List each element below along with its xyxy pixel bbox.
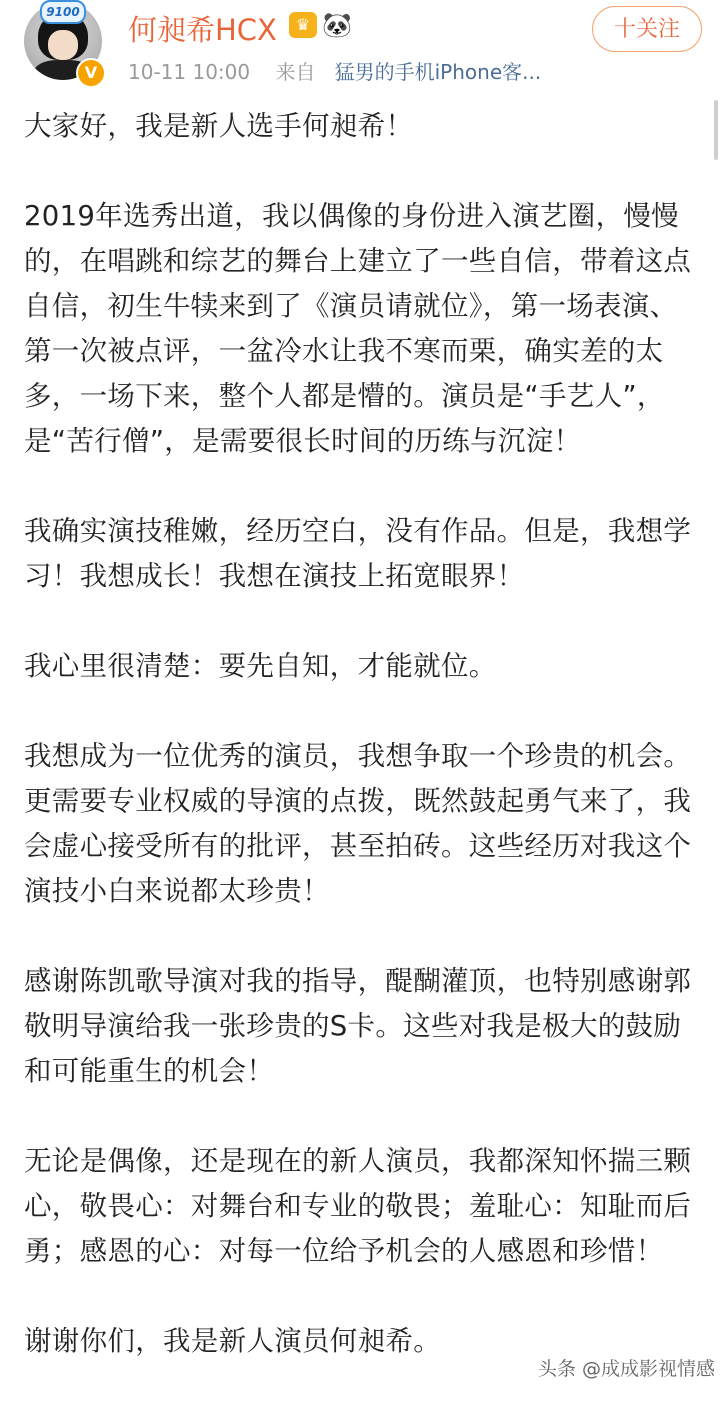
paragraph: 我想成为一位优秀的演员，我想争取一个珍贵的机会。更需要专业权威的导演的点拨，既然鼓起勇气来了，我会虚心接受所有的批评，甚至拍砖。这些经历对我这个演技小白来说都太珍贵！ — [24, 740, 692, 907]
paragraph: 感谢陈凯歌导演对我的指导，醍醐灌顶，也特别感谢郭敬明导演给我一张珍贵的S卡。这些对我是极大的鼓励和可能重生的机会！ — [24, 965, 692, 1087]
post-header — [0, 0, 720, 92]
post-content — [24, 104, 704, 1409]
verified-icon: V — [76, 58, 106, 88]
panda-icon[interactable]: 🐼 — [322, 11, 352, 39]
source-prefix: 来自 — [275, 60, 316, 84]
source-link[interactable]: 猛男的手机iPhone客... — [334, 60, 542, 84]
paragraph: 大家好，我是新人选手何昶希！ — [24, 110, 414, 142]
paragraph: 我心里很清楚：要先自知，才能就位。 — [24, 650, 497, 682]
paragraph: 我确实演技稚嫩，经历空白，没有作品。但是，我想学习！我想成长！我想在演技上拓宽眼界！ — [24, 515, 692, 592]
avatar-tag: 9100 — [40, 0, 86, 24]
paragraph: 无论是偶像，还是现在的新人演员，我都深知怀揣三颗心，敬畏心：对舞台和专业的敬畏；羞耻心：知耻而后勇；感恩的心：对每一位给予机会的人感恩和珍惜！ — [24, 1145, 692, 1267]
post-meta — [128, 56, 541, 85]
paragraph: 谢谢你们，我是新人演员何昶希。 — [24, 1325, 441, 1357]
scrollbar[interactable] — [714, 100, 718, 160]
watermark: 头条 @成成影视情感 — [538, 1358, 716, 1380]
paragraph: 2019年选秀出道，我以偶像的身份进入演艺圈，慢慢的，在唱跳和综艺的舞台上建立了一些自信，带着这点自信，初生牛犊来到了《演员请就位》，第一场表演、第一次被点评，一盆冷水让我不寒而栗，确实差的太多，一场下来，整个人都是懵的。演员是“手艺人”，是“苦行僧”，是需要很长时间的历练与沉淀！ — [24, 200, 692, 457]
crown-badge-icon[interactable]: ♛ — [289, 12, 317, 38]
avatar-face — [48, 30, 78, 60]
follow-button[interactable]: 十关注 — [592, 6, 702, 52]
post-time: 10-11 10:00 — [128, 60, 251, 84]
username[interactable]: 何昶希HCX — [128, 13, 277, 47]
